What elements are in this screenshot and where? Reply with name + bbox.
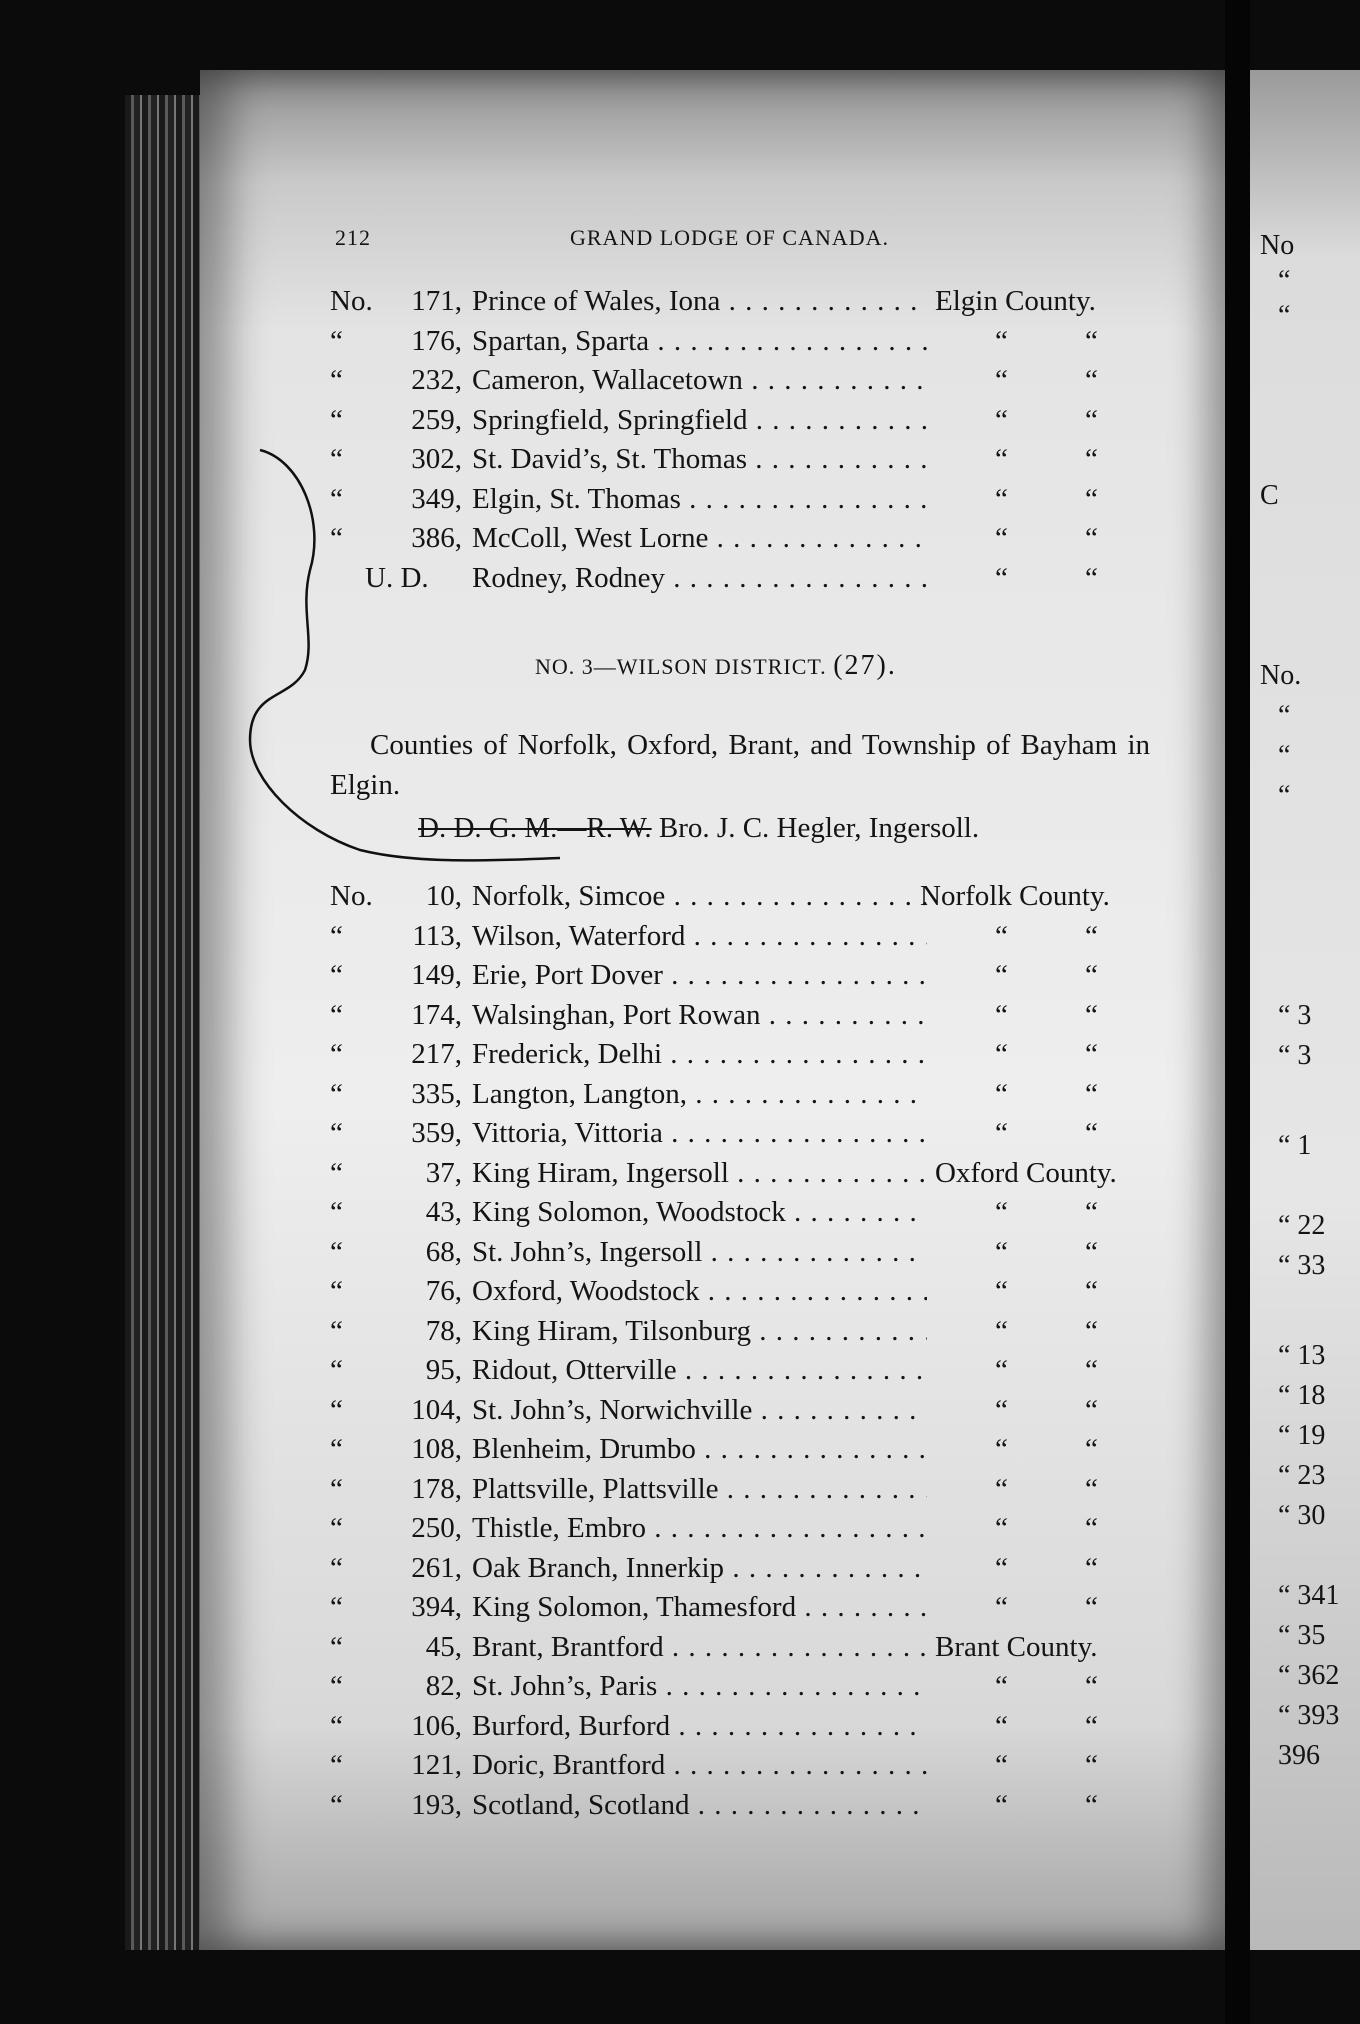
adjacent-page-text: No. [1260, 660, 1302, 691]
adjacent-page-text: “ 23 [1278, 1460, 1326, 1491]
adjacent-page-text: “ [1278, 700, 1291, 731]
lodge-number: 149, [411, 959, 462, 991]
adjacent-page-text: “ [1278, 780, 1291, 811]
lodge-row [330, 1670, 1160, 1710]
row-prefix: “ [330, 1354, 343, 1386]
lodge-row [330, 1157, 1160, 1197]
lodge-row [330, 1078, 1160, 1118]
lodge-number: 108, [411, 1433, 462, 1465]
lodge-name: Walsinghan, Port Rowan . . . [472, 999, 927, 1032]
adjacent-page-text: “ 3 [1278, 1040, 1312, 1071]
lodge-row [330, 364, 1160, 404]
lodge-number: 171, [411, 285, 462, 317]
lodge-number: 104, [411, 1393, 462, 1426]
ditto-mark: “ [995, 1788, 1008, 1821]
lodge-number: 335, [411, 1077, 462, 1110]
row-prefix: “ [330, 1670, 343, 1702]
lodge-name: St. John’s, Paris . . . [472, 1670, 927, 1703]
lodge-row [330, 1038, 1160, 1078]
lodge-name: King Solomon, Thamesford . . . [472, 1591, 927, 1624]
row-prefix: “ [330, 403, 343, 436]
adjacent-page-text: “ [1278, 740, 1291, 771]
lodge-row [330, 1631, 1160, 1671]
lodge-name: St. David’s, St. Thomas . . . [472, 443, 927, 476]
row-prefix: “ [330, 364, 343, 396]
lodge-number: 121, [411, 1749, 462, 1781]
struck-title: D. D. G. M.—R. W. [418, 812, 652, 844]
lodge-number: 76, [425, 1275, 462, 1307]
ditto-mark: “ [1085, 1275, 1098, 1307]
wilson-lodge-list [330, 880, 1160, 1828]
lodge-row [330, 1354, 1160, 1394]
adjacent-page-text: “ 393 [1278, 1700, 1340, 1731]
ditto-mark: “ [1085, 1433, 1098, 1465]
page-number: 212 [335, 225, 371, 250]
row-prefix: “ [330, 1591, 343, 1623]
ditto-mark: “ [995, 1117, 1008, 1149]
lodge-name: Spartan, Sparta . . . [472, 325, 927, 358]
ditto-mark: “ [995, 1749, 1008, 1781]
lodge-number: 37, [425, 1156, 462, 1189]
ditto-mark: “ [1085, 1196, 1098, 1228]
adjacent-page-text: No [1260, 230, 1295, 261]
lodge-name: King Hiram, Tilsonburg . . . [472, 1315, 927, 1348]
ditto-mark: “ [1085, 482, 1098, 515]
ditto-mark: “ [1085, 324, 1098, 357]
lodge-row [330, 1512, 1160, 1552]
lodge-number: 302, [411, 443, 462, 475]
lodge-name: Norfolk, Simcoe . . . [472, 880, 927, 913]
ditto-mark: “ [1085, 998, 1098, 1031]
row-prefix: “ [330, 1196, 343, 1228]
row-prefix: “ [330, 1709, 343, 1742]
lodge-row [330, 285, 1160, 325]
row-prefix: “ [330, 1275, 343, 1307]
lodge-name: King Solomon, Woodstock . . . [472, 1196, 927, 1229]
adjacent-page-text: “ 362 [1278, 1660, 1340, 1691]
lodge-name: Scotland, Scotland . . . [472, 1789, 927, 1822]
ditto-mark: “ [995, 1472, 1008, 1505]
ditto-mark: “ [995, 959, 1008, 991]
row-prefix: “ [330, 1788, 343, 1821]
ditto-mark: “ [1085, 1077, 1098, 1110]
ditto-mark: “ [1085, 1235, 1098, 1268]
lodge-number: 106, [411, 1709, 462, 1742]
row-prefix: “ [330, 959, 343, 991]
lodge-name: Elgin, St. Thomas . . . [472, 483, 927, 516]
lodge-name: Doric, Brantford . . . [472, 1749, 927, 1782]
ditto-mark: “ [1085, 919, 1098, 952]
ditto-mark: “ [1085, 364, 1098, 396]
lodge-name: Thistle, Embro . . . [472, 1512, 927, 1545]
ditto-mark: “ [1085, 1354, 1098, 1386]
row-prefix: “ [330, 1117, 343, 1149]
adjacent-page-text: “ 3 [1278, 1000, 1312, 1031]
lodge-number: 10, [425, 880, 462, 912]
row-prefix: No. [330, 880, 373, 912]
ditto-mark: “ [995, 443, 1008, 475]
lodge-name: Burford, Burford . . . [472, 1710, 927, 1743]
lodge-number: 82, [425, 1670, 462, 1702]
adjacent-page-text: “ 18 [1278, 1380, 1326, 1411]
row-prefix: No. [330, 285, 373, 317]
ditto-mark: “ [995, 1196, 1008, 1228]
row-prefix: “ [330, 998, 343, 1031]
lodge-row [330, 959, 1160, 999]
ditto-mark: “ [995, 364, 1008, 396]
lodge-row [330, 1552, 1160, 1592]
row-prefix: “ [330, 1235, 343, 1268]
ditto-mark: “ [995, 1314, 1008, 1347]
deputy-name: Bro. J. C. Hegler, Ingersoll. [651, 812, 980, 844]
adjacent-page-text: “ 33 [1278, 1250, 1326, 1281]
ditto-mark: “ [1085, 1788, 1098, 1821]
lodge-row [330, 1117, 1160, 1157]
adjacent-page-text: 396 [1278, 1740, 1320, 1771]
lodge-name: Vittoria, Vittoria . . . [472, 1117, 927, 1150]
county: Norfolk County. [920, 880, 1110, 912]
row-prefix: “ [330, 443, 343, 475]
ditto-mark: “ [995, 1275, 1008, 1307]
lodge-number: 261, [411, 1551, 462, 1584]
lodge-number: 78, [425, 1314, 462, 1347]
lodge-number: 178, [411, 1472, 462, 1505]
adjacent-page-text: “ 19 [1278, 1420, 1326, 1451]
ditto-mark: “ [995, 522, 1008, 554]
lodge-number: 68, [425, 1235, 462, 1268]
lodge-name: Plattsville, Plattsville . . . [472, 1473, 927, 1506]
lodge-number: 176, [411, 324, 462, 357]
row-prefix: “ [330, 919, 343, 952]
lodge-name: Erie, Port Dover . . . [472, 959, 927, 992]
ditto-mark: “ [995, 1235, 1008, 1268]
row-prefix: “ [330, 482, 343, 515]
lodge-name: Oak Branch, Innerkip . . . [472, 1552, 927, 1585]
lodge-row [330, 1591, 1160, 1631]
ditto-mark: “ [1085, 1551, 1098, 1584]
row-prefix: “ [330, 1749, 343, 1781]
ditto-mark: “ [1085, 403, 1098, 436]
ditto-mark: “ [1085, 561, 1098, 594]
lodge-row [330, 1394, 1160, 1434]
lodge-number: 386, [411, 522, 462, 554]
running-head [335, 225, 935, 265]
row-prefix: “ [330, 1433, 343, 1465]
lodge-row [330, 880, 1160, 920]
lodge-number: 349, [411, 482, 462, 515]
row-prefix: “ [330, 1630, 343, 1663]
lodge-row [330, 1196, 1160, 1236]
lodge-name: Langton, Langton, . . . [472, 1078, 927, 1111]
ditto-mark: “ [1085, 1314, 1098, 1347]
ditto-mark: “ [1085, 959, 1098, 991]
district-heading-text: NO. 3—WILSON DISTRICT. [535, 654, 827, 679]
adjacent-page-text: C [1260, 480, 1279, 511]
adjacent-page-text: “ 341 [1278, 1580, 1340, 1611]
lodge-number: 359, [411, 1117, 462, 1149]
ditto-mark: “ [995, 1393, 1008, 1426]
adjacent-page-text: “ 13 [1278, 1340, 1326, 1371]
lodge-number: 95, [425, 1354, 462, 1386]
ditto-mark: “ [995, 482, 1008, 515]
lodge-name: Frederick, Delhi . . . [472, 1038, 927, 1071]
ditto-mark: “ [995, 998, 1008, 1031]
row-prefix: “ [330, 522, 343, 554]
lodge-name: Oxford, Woodstock . . . [472, 1275, 927, 1308]
district-description: Counties of Norfolk, Oxford, Brant, and Township of Bayham in Elgin. [330, 729, 1150, 801]
lodge-row [330, 1473, 1160, 1513]
ditto-mark: “ [995, 1433, 1008, 1465]
lodge-row [330, 920, 1160, 960]
lodge-number: 217, [411, 1038, 462, 1070]
adjacent-page-text: “ 35 [1278, 1620, 1326, 1651]
ditto-mark: “ [1085, 1512, 1098, 1544]
ditto-mark: “ [995, 561, 1008, 594]
handwritten-bracket-mark [240, 440, 640, 880]
row-prefix: “ [330, 1393, 343, 1426]
lodge-name: McColl, West Lorne . . . [472, 522, 927, 555]
lodge-row [330, 1789, 1160, 1829]
row-prefix: “ [330, 1314, 343, 1347]
adjacent-page-text: “ 1 [1278, 1130, 1312, 1161]
adjacent-page-text: “ 22 [1278, 1210, 1326, 1241]
row-prefix: “ [330, 1551, 343, 1584]
lodge-row [330, 1275, 1160, 1315]
ditto-mark: “ [995, 403, 1008, 436]
row-prefix: “ [330, 1472, 343, 1505]
lodge-name: Rodney, Rodney . . . [472, 562, 927, 595]
lodge-number: 394, [411, 1591, 462, 1623]
lodge-row [330, 999, 1160, 1039]
ditto-mark: “ [1085, 1472, 1098, 1505]
lodge-row [330, 1749, 1160, 1789]
lodge-name: Springfield, Springfield . . . [472, 404, 927, 437]
lodge-number: 193, [411, 1788, 462, 1821]
row-prefix: “ [330, 1077, 343, 1110]
ditto-mark: “ [1085, 1117, 1098, 1149]
ditto-mark: “ [995, 1512, 1008, 1544]
row-prefix: “ [330, 324, 343, 357]
lodge-row [330, 1433, 1160, 1473]
lodge-name: Prince of Wales, Iona . . . [472, 285, 927, 318]
lodge-row [330, 1710, 1160, 1750]
lodge-name: Brant, Brantford . . . [472, 1631, 927, 1664]
ditto-mark: “ [1085, 1709, 1098, 1742]
county: Elgin County. [935, 285, 1096, 317]
row-prefix: “ [330, 1156, 343, 1189]
adjacent-page-fragment [1250, 70, 1360, 1950]
lodge-name: Blenheim, Drumbo . . . [472, 1433, 927, 1466]
lodge-number: 43, [425, 1196, 462, 1228]
ditto-mark: “ [995, 324, 1008, 357]
lodge-number: 259, [411, 403, 462, 436]
county: Brant County. [935, 1630, 1098, 1663]
ditto-mark: “ [1085, 522, 1098, 554]
adjacent-page-text: “ [1278, 300, 1291, 331]
lodge-row [330, 325, 1160, 365]
ditto-mark: “ [1085, 1591, 1098, 1623]
lodge-name: King Hiram, Ingersoll . . . [472, 1157, 927, 1190]
lodge-name: St. John’s, Ingersoll . . . [472, 1236, 927, 1269]
ditto-mark: “ [995, 1670, 1008, 1702]
lodge-row [330, 1315, 1160, 1355]
lodge-name: St. John’s, Norwichville . . . [472, 1394, 927, 1427]
county: Oxford County. [935, 1156, 1117, 1189]
running-title: GRAND LODGE OF CANADA. [570, 225, 889, 250]
ditto-mark: “ [995, 1038, 1008, 1070]
lodge-name: Ridout, Otterville . . . [472, 1354, 927, 1387]
lodge-number: 232, [411, 364, 462, 396]
lodge-number: 174, [411, 998, 462, 1031]
book-binding [125, 95, 205, 1950]
ditto-mark: “ [995, 919, 1008, 952]
ditto-mark: “ [995, 1551, 1008, 1584]
lodge-number: 250, [411, 1512, 462, 1544]
ditto-mark: “ [995, 1077, 1008, 1110]
lodge-name: Wilson, Waterford . . . [472, 920, 927, 953]
lodge-number: 113, [412, 919, 462, 952]
adjacent-page-text: “ 30 [1278, 1500, 1326, 1531]
lodge-number: 45, [425, 1630, 462, 1663]
row-prefix: “ [330, 1038, 343, 1070]
ditto-mark: “ [1085, 1038, 1098, 1070]
lodge-row [330, 1236, 1160, 1276]
lodge-row [330, 404, 1160, 444]
ditto-mark: “ [995, 1709, 1008, 1742]
lodge-name: Cameron, Wallacetown . . . [472, 364, 927, 397]
adjacent-page-text: “ [1278, 265, 1291, 296]
ditto-mark: “ [995, 1354, 1008, 1386]
row-prefix: “ [330, 1512, 343, 1544]
ditto-mark: “ [1085, 443, 1098, 475]
ditto-mark: “ [1085, 1670, 1098, 1702]
ditto-mark: “ [1085, 1393, 1098, 1426]
district-lodge-count: (27). [833, 650, 897, 681]
ditto-mark: “ [995, 1591, 1008, 1623]
ditto-mark: “ [1085, 1749, 1098, 1781]
row-prefix: U. D. [365, 561, 429, 594]
page-gutter [1225, 0, 1250, 2024]
